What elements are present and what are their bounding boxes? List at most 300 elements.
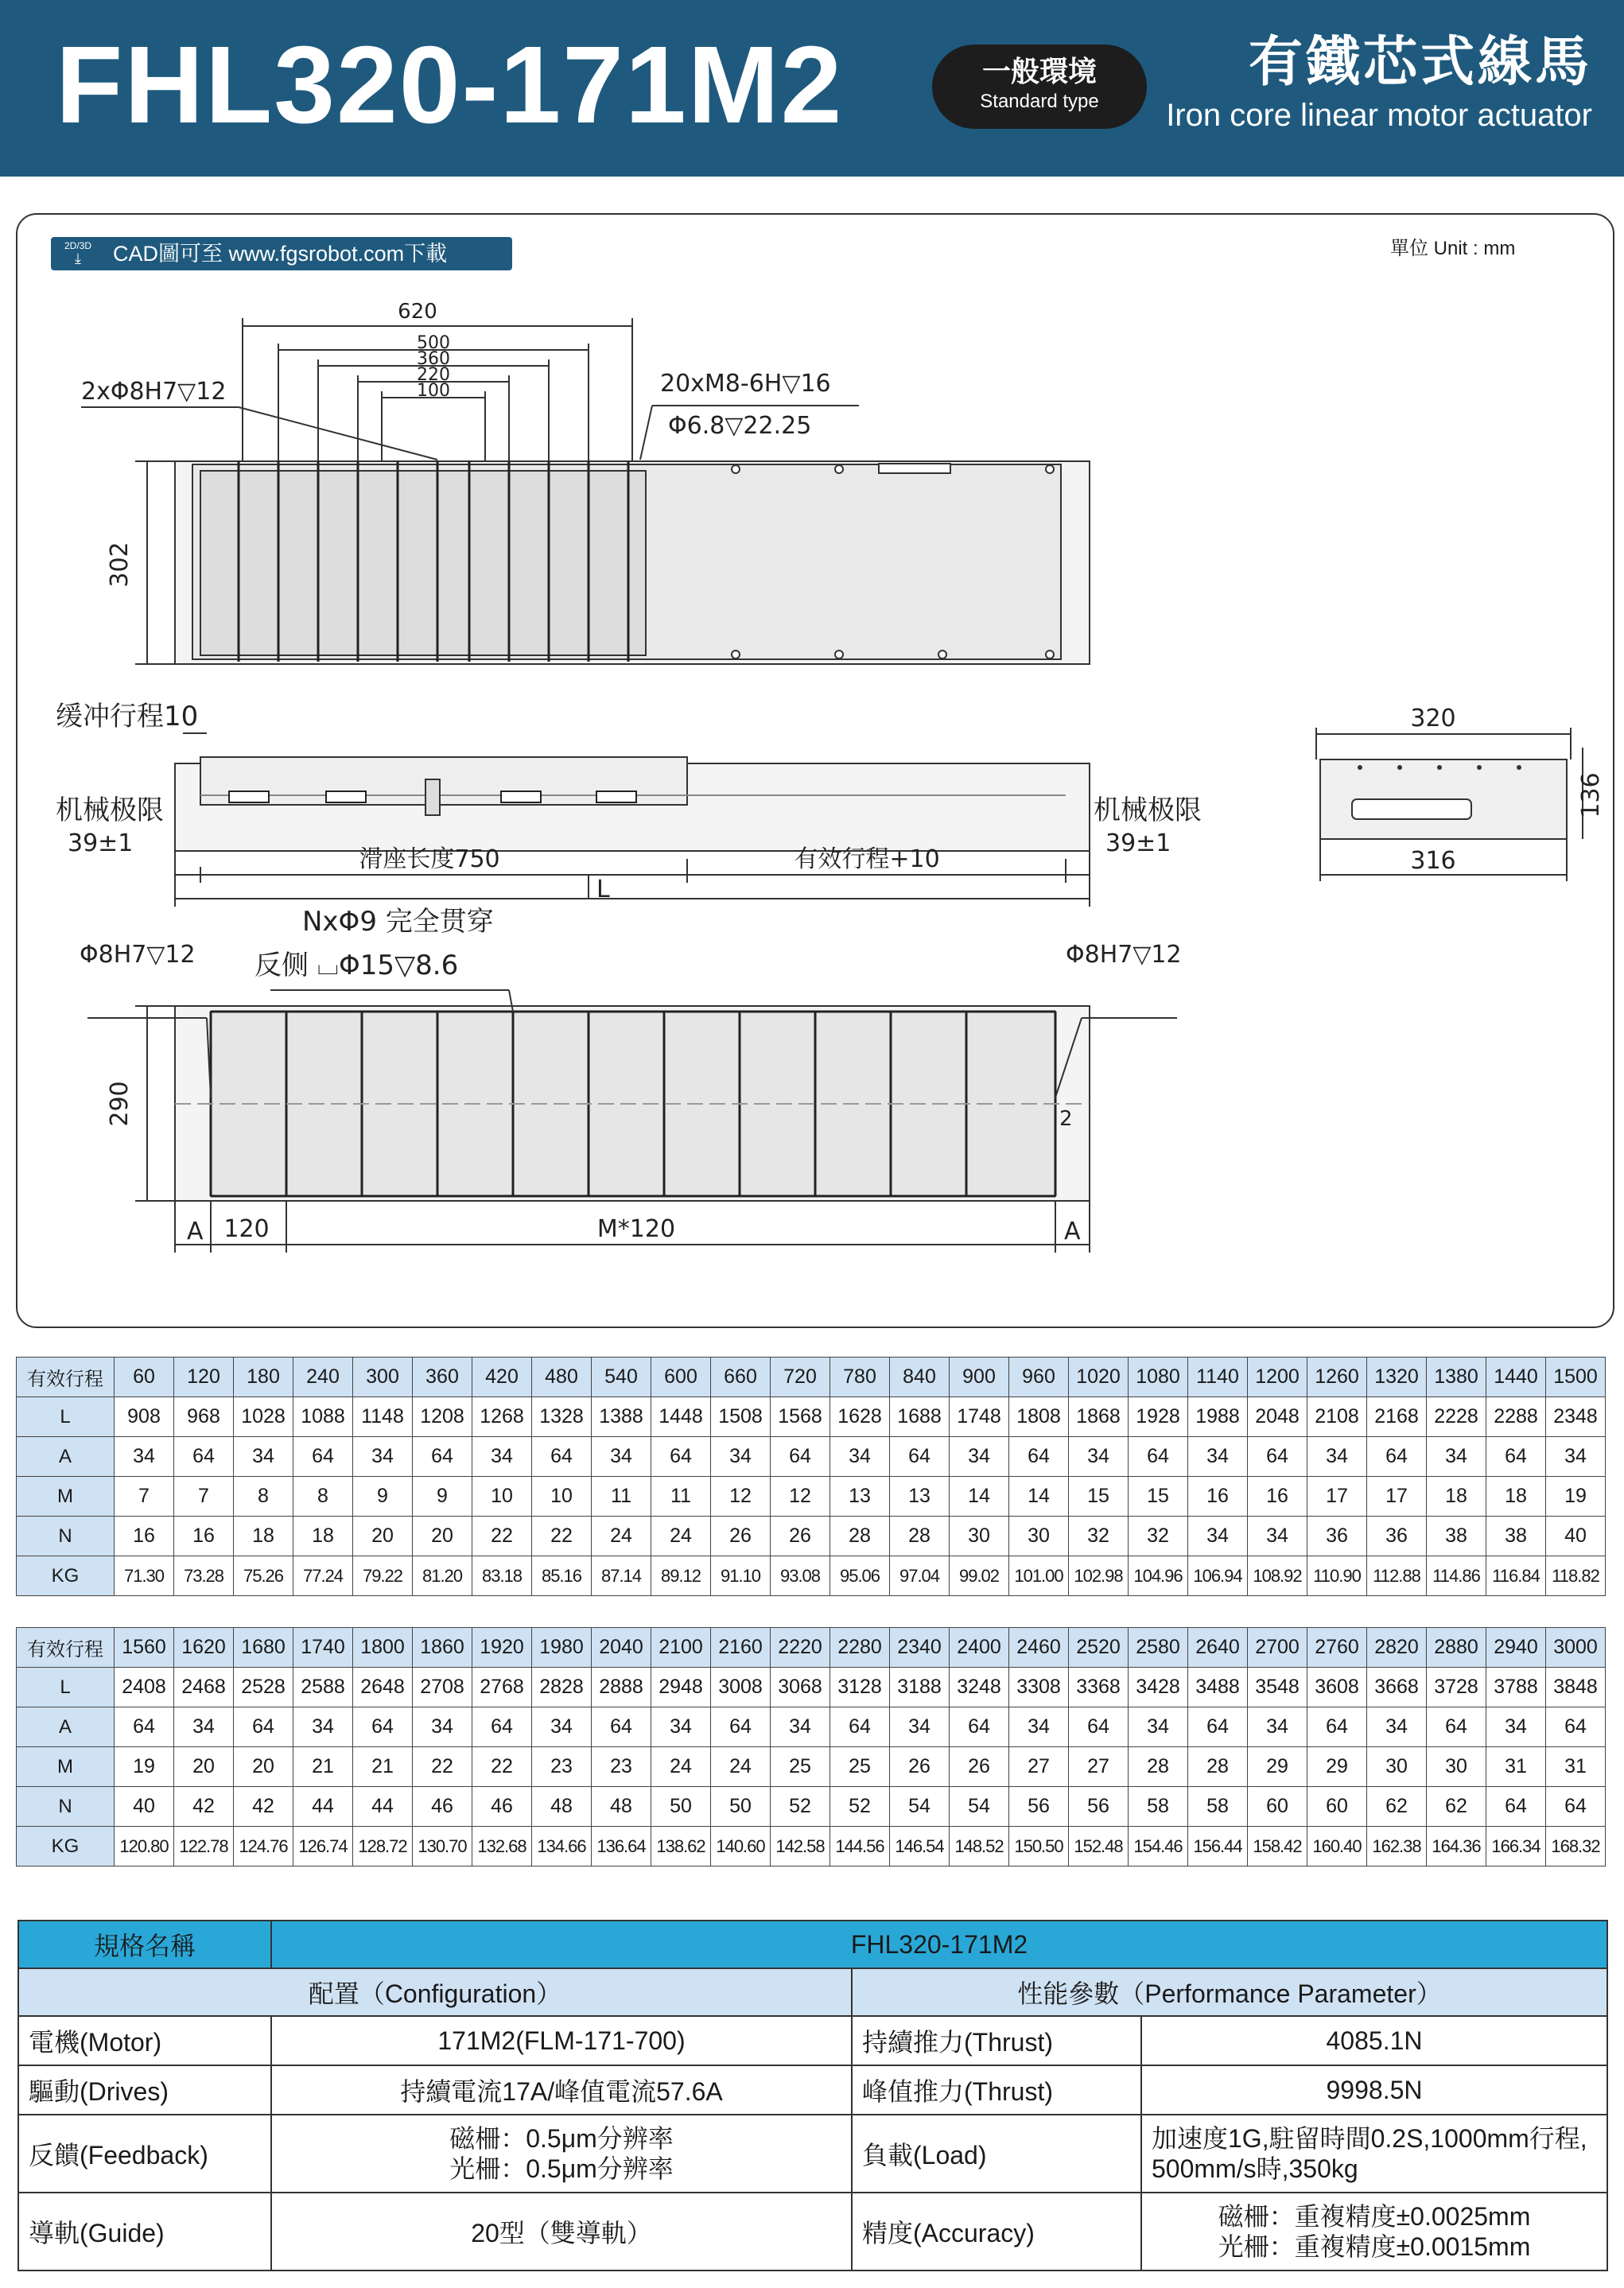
table-cell: 32 (1069, 1517, 1129, 1556)
edge-a-left: A (187, 1218, 204, 1245)
table-cell: 2228 (1427, 1397, 1486, 1437)
product-title-zh: 有鐵芯式線馬 (1248, 32, 1592, 92)
table-cell: 17 (1307, 1477, 1367, 1517)
table-cell: 1800 (353, 1628, 413, 1668)
table-cell: 25 (771, 1747, 830, 1787)
table-cell: 40 (1546, 1517, 1606, 1556)
accuracy-value-1: 磁柵：重複精度±0.0025mm (1218, 2202, 1531, 2231)
table-cell: 58 (1129, 1787, 1188, 1827)
table-cell: 3308 (1009, 1668, 1069, 1707)
table-cell: 64 (1486, 1787, 1546, 1827)
hole-left-label: Φ8H7▽12 (80, 941, 196, 969)
table-cell: 162.38 (1367, 1827, 1427, 1867)
table-cell: 34 (592, 1437, 651, 1477)
table-cell: 30 (1427, 1747, 1486, 1787)
table-cell: 73.28 (174, 1556, 234, 1596)
table-cell: 27 (1009, 1747, 1069, 1787)
table-cell: 1680 (234, 1628, 293, 1668)
table-cell: 540 (592, 1358, 651, 1397)
table-cell: 2820 (1367, 1628, 1427, 1668)
table-cell: 3668 (1367, 1668, 1427, 1707)
table-cell: 34 (532, 1707, 592, 1747)
table-cell: 2460 (1009, 1628, 1069, 1668)
table-cell: 20 (234, 1747, 293, 1787)
feedback-label: 反饋(Feedback) (18, 2115, 271, 2193)
table-cell: 34 (1307, 1437, 1367, 1477)
table-cell: 26 (711, 1517, 771, 1556)
limit-left-label: 机械极限 (56, 794, 164, 826)
table-cell: 3728 (1427, 1668, 1486, 1707)
table-cell: 18 (234, 1517, 293, 1556)
table-cell: 25 (830, 1747, 890, 1787)
spec-table (17, 1920, 1608, 2271)
table-cell: 3000 (1546, 1628, 1606, 1668)
table-cell: 34 (1546, 1437, 1606, 1477)
table-cell: 102.98 (1069, 1556, 1129, 1596)
table-cell: 48 (532, 1787, 592, 1827)
slide-length-label: 滑座长度750 (359, 845, 500, 873)
table-cell: 28 (1188, 1747, 1248, 1787)
table-cell: 114.86 (1427, 1556, 1486, 1596)
table-cell: 154.46 (1129, 1827, 1188, 1867)
table-cell: 23 (532, 1747, 592, 1787)
table-cell: 34 (472, 1437, 532, 1477)
table-cell: 42 (174, 1787, 234, 1827)
load-value-2: 500mm/s時,350kg (1152, 2154, 1358, 2183)
table-cell: 22 (532, 1517, 592, 1556)
table-cell: 134.66 (532, 1827, 592, 1867)
table-cell: 104.96 (1129, 1556, 1188, 1596)
perf-header: 性能參數（Performance Parameter） (852, 1968, 1607, 2016)
pattern-m120: M*120 (596, 1215, 676, 1243)
drives-label: 驅動(Drives) (18, 2065, 271, 2115)
table-cell: 16 (174, 1517, 234, 1556)
table-cell: 52 (830, 1787, 890, 1827)
table-cell: 1020 (1069, 1358, 1129, 1397)
table-cell: 29 (1307, 1747, 1367, 1787)
table-cell: 10 (532, 1477, 592, 1517)
table-cell: 52 (771, 1787, 830, 1827)
table-cell: 20 (174, 1747, 234, 1787)
table-cell: 50 (651, 1787, 711, 1827)
table-cell: 13 (830, 1477, 890, 1517)
table-cell: 2340 (890, 1628, 950, 1668)
table-cell: 120.80 (115, 1827, 174, 1867)
table-cell: 2768 (472, 1668, 532, 1707)
table-cell: 26 (890, 1747, 950, 1787)
table-cell: 34 (1427, 1437, 1486, 1477)
table-cell: 23 (592, 1747, 651, 1787)
table-cell: 11 (651, 1477, 711, 1517)
table-cell: 42 (234, 1787, 293, 1827)
table-cell: 38 (1486, 1517, 1546, 1556)
table-cell: 1740 (293, 1628, 353, 1668)
table-cell: 31 (1486, 1747, 1546, 1787)
through-hole-label: NxΦ9 完全贯穿 (302, 906, 494, 938)
feedback-value-1: 磁柵：0.5μm分辨率 (449, 2124, 674, 2153)
table-cell: 34 (1367, 1707, 1427, 1747)
table-cell: 2948 (651, 1668, 711, 1707)
table-cell: 28 (1129, 1747, 1188, 1787)
table-cell: 164.36 (1427, 1827, 1486, 1867)
table-cell: 1148 (353, 1397, 413, 1437)
table-cell: 21 (353, 1747, 413, 1787)
table-cell: 2648 (353, 1668, 413, 1707)
table-cell: 16 (115, 1517, 174, 1556)
table-row (17, 1707, 1606, 1747)
table-cell: 128.72 (353, 1827, 413, 1867)
cad-download-link[interactable] (51, 237, 512, 270)
table-cell: 1508 (711, 1397, 771, 1437)
table-cell: 908 (115, 1397, 174, 1437)
load-value (1141, 2115, 1607, 2193)
dim-220: 220 (417, 365, 450, 385)
table-row (17, 1358, 1606, 1397)
table-cell: 7 (115, 1477, 174, 1517)
height-302: 302 (106, 542, 134, 588)
table-cell: 8 (234, 1477, 293, 1517)
load-value-1: 加速度1G,駐留時間0.2S,1000mm行程, (1152, 2124, 1587, 2153)
table-cell: 28 (890, 1517, 950, 1556)
table-cell: 34 (1248, 1517, 1307, 1556)
table-cell: 124.76 (234, 1827, 293, 1867)
limit-right-value: 39±1 (1105, 829, 1171, 857)
table-cell: 2580 (1129, 1628, 1188, 1668)
table-cell: 11 (592, 1477, 651, 1517)
row-label: N (17, 1517, 115, 1556)
config-header: 配置（Configuration） (18, 1968, 852, 2016)
table-cell: 22 (472, 1747, 532, 1787)
row-label: L (17, 1397, 115, 1437)
table-cell: 138.62 (651, 1827, 711, 1867)
table-cell: 180 (234, 1358, 293, 1397)
table-cell: 1620 (174, 1628, 234, 1668)
table-cell: 18 (1486, 1477, 1546, 1517)
table-cell: 144.56 (830, 1827, 890, 1867)
edge-a-right: A (1064, 1218, 1081, 1245)
table-cell: 64 (592, 1707, 651, 1747)
table-cell: 116.84 (1486, 1556, 1546, 1596)
table-cell: 1568 (771, 1397, 830, 1437)
accuracy-label: 精度(Accuracy) (852, 2193, 1141, 2271)
table-row (17, 1628, 1606, 1668)
table-cell: 79.22 (353, 1556, 413, 1596)
table-cell: 2828 (532, 1668, 592, 1707)
table-cell: 1088 (293, 1397, 353, 1437)
row-label: KG (17, 1556, 115, 1596)
table-cell: 34 (1188, 1517, 1248, 1556)
table-cell: 85.16 (532, 1556, 592, 1596)
table-row (17, 1556, 1606, 1596)
table-cell: 112.88 (1367, 1556, 1427, 1596)
table-cell: 34 (1188, 1437, 1248, 1477)
cad-download-text: CAD圖可至 www.fgsrobot.com下載 (113, 242, 448, 266)
table-row (17, 1668, 1606, 1707)
table-cell: 2400 (950, 1628, 1009, 1668)
table-cell: 106.94 (1188, 1556, 1248, 1596)
row-label: M (17, 1477, 115, 1517)
table-cell: 2940 (1486, 1628, 1546, 1668)
table-cell: 64 (234, 1707, 293, 1747)
table-cell: 9 (353, 1477, 413, 1517)
table-cell: 24 (651, 1517, 711, 1556)
table-cell: 44 (353, 1787, 413, 1827)
table-cell: 2708 (413, 1668, 472, 1707)
product-title (1166, 30, 1592, 137)
table-cell: 166.34 (1486, 1827, 1546, 1867)
table-cell: 126.74 (293, 1827, 353, 1867)
table-cell: 1140 (1188, 1358, 1248, 1397)
table-cell: 44 (293, 1787, 353, 1827)
table-cell: 46 (413, 1787, 472, 1827)
table-cell: 1860 (413, 1628, 472, 1668)
table-cell: 108.92 (1248, 1556, 1307, 1596)
table-cell: 64 (890, 1437, 950, 1477)
table-cell: 64 (950, 1707, 1009, 1747)
dimension-table-1 (16, 1357, 1606, 1596)
table-cell: 2220 (771, 1628, 830, 1668)
table-cell: 1200 (1248, 1358, 1307, 1397)
table-cell: 99.02 (950, 1556, 1009, 1596)
table-cell: 31 (1546, 1747, 1606, 1787)
table-cell: 64 (115, 1707, 174, 1747)
stroke-label: 有效行程+10 (794, 845, 940, 873)
table-cell: 29 (1248, 1747, 1307, 1787)
table-cell: 3368 (1069, 1668, 1129, 1707)
table-cell: 7 (174, 1477, 234, 1517)
table-cell: 132.68 (472, 1827, 532, 1867)
end-width-320: 320 (1410, 705, 1456, 732)
table-cell: 34 (174, 1707, 234, 1747)
table-cell: 12 (711, 1477, 771, 1517)
table-cell: 720 (771, 1358, 830, 1397)
table-cell: 3788 (1486, 1668, 1546, 1707)
table-cell: 15 (1129, 1477, 1188, 1517)
accuracy-value-2: 光柵：重複精度±0.0015mm (1218, 2232, 1531, 2261)
thread-label-2: Φ6.8▽22.25 (668, 412, 812, 440)
table-cell: 2160 (711, 1628, 771, 1668)
load-label: 負載(Load) (852, 2115, 1141, 2193)
hole-right-label: Φ8H7▽12 (1066, 941, 1182, 969)
guide-value: 20型（雙導軌） (271, 2193, 852, 2271)
end-width-316: 316 (1410, 847, 1456, 875)
table-cell: 900 (950, 1358, 1009, 1397)
table-cell: 93.08 (771, 1556, 830, 1596)
table-cell: 64 (651, 1437, 711, 1477)
table-cell: 34 (115, 1437, 174, 1477)
table-cell: 24 (651, 1747, 711, 1787)
table-cell: 1988 (1188, 1397, 1248, 1437)
table-cell: 3608 (1307, 1668, 1367, 1707)
table-cell: 15 (1069, 1477, 1129, 1517)
spec-name-value: FHL320-171M2 (271, 1921, 1607, 1968)
motor-label: 電機(Motor) (18, 2016, 271, 2065)
download-icon-label: 2D/3D (64, 240, 91, 251)
table-cell: 420 (472, 1358, 532, 1397)
table-cell: 26 (771, 1517, 830, 1556)
table-cell: 36 (1307, 1517, 1367, 1556)
table-cell: 152.48 (1069, 1827, 1129, 1867)
table-cell: 160.40 (1307, 1827, 1367, 1867)
table-cell: 64 (1546, 1787, 1606, 1827)
table-cell: 97.04 (890, 1556, 950, 1596)
table-cell: 3068 (771, 1668, 830, 1707)
height-290: 290 (106, 1081, 134, 1127)
table-cell: 2168 (1367, 1397, 1427, 1437)
table-cell: 60 (115, 1358, 174, 1397)
table-cell: 1080 (1129, 1358, 1188, 1397)
table-cell: 2588 (293, 1668, 353, 1707)
table-cell: 36 (1367, 1517, 1427, 1556)
peak-thrust-value: 9998.5N (1141, 2065, 1607, 2115)
table-cell: 1208 (413, 1397, 472, 1437)
table-cell: 19 (1546, 1477, 1606, 1517)
table-cell: 28 (830, 1517, 890, 1556)
table-cell: 360 (413, 1358, 472, 1397)
table-cell: 120 (174, 1358, 234, 1397)
thrust-label: 持續推力(Thrust) (852, 2016, 1141, 2065)
row-label: N (17, 1787, 115, 1827)
row-label: A (17, 1707, 115, 1747)
table-cell: 64 (1307, 1707, 1367, 1747)
table-cell: 240 (293, 1358, 353, 1397)
spec-name-label: 規格名稱 (18, 1921, 271, 1968)
table-cell: 2888 (592, 1668, 651, 1707)
table-cell: 34 (771, 1707, 830, 1747)
table-cell: 2760 (1307, 1628, 1367, 1668)
table-cell: 1268 (472, 1397, 532, 1437)
table-cell: 2288 (1486, 1397, 1546, 1437)
table-cell: 2468 (174, 1668, 234, 1707)
table-row (17, 1747, 1606, 1787)
table-cell: 19 (115, 1747, 174, 1787)
table-cell: 64 (711, 1707, 771, 1747)
dim-500: 500 (417, 333, 450, 353)
table-cell: 64 (293, 1437, 353, 1477)
dim-360: 360 (417, 349, 450, 369)
table-cell: 1320 (1367, 1358, 1427, 1397)
accuracy-value (1141, 2193, 1607, 2271)
table-row (17, 1787, 1606, 1827)
table-cell: 34 (1129, 1707, 1188, 1747)
table-cell: 2520 (1069, 1628, 1129, 1668)
type-badge-en: Standard type (980, 91, 1099, 112)
offset-2: 2 (1059, 1107, 1073, 1131)
table-cell: 1920 (472, 1628, 532, 1668)
table-cell: 81.20 (413, 1556, 472, 1596)
table-cell: 16 (1188, 1477, 1248, 1517)
table-cell: 34 (234, 1437, 293, 1477)
hole-label-top: 2xΦ8H7▽12 (81, 378, 227, 406)
motor-value: 171M2(FLM-171-700) (271, 2016, 852, 2065)
table-cell: 1260 (1307, 1358, 1367, 1397)
table-cell: 34 (1248, 1707, 1307, 1747)
table-cell: 38 (1427, 1517, 1486, 1556)
buffer-label: 缓冲行程10 (56, 701, 199, 732)
table-cell: 34 (890, 1707, 950, 1747)
row-label: KG (17, 1827, 115, 1867)
dimension-table-2 (16, 1627, 1606, 1867)
table-cell: 64 (771, 1437, 830, 1477)
product-title-en: Iron core linear motor actuator (1166, 98, 1592, 133)
table-cell: 34 (651, 1707, 711, 1747)
table-cell: 1560 (115, 1628, 174, 1668)
table-cell: 3428 (1129, 1668, 1188, 1707)
table-cell: 24 (711, 1747, 771, 1787)
table-cell: 20 (353, 1517, 413, 1556)
table-cell: 62 (1427, 1787, 1486, 1827)
table-cell: 780 (830, 1358, 890, 1397)
table-cell: 2348 (1546, 1397, 1606, 1437)
table-cell: 27 (1069, 1747, 1129, 1787)
table-cell: 1928 (1129, 1397, 1188, 1437)
table-cell: 64 (1188, 1707, 1248, 1747)
table-cell: 2408 (115, 1668, 174, 1707)
table-cell: 21 (293, 1747, 353, 1787)
table-cell: 2040 (592, 1628, 651, 1668)
table-cell: 2100 (651, 1628, 711, 1668)
table-cell: 146.54 (890, 1827, 950, 1867)
table-cell: 71.30 (115, 1556, 174, 1596)
row-label: A (17, 1437, 115, 1477)
table-cell: 64 (1546, 1707, 1606, 1747)
table-cell: 64 (1129, 1437, 1188, 1477)
table-cell: 50 (711, 1787, 771, 1827)
guide-label: 導軌(Guide) (18, 2193, 271, 2271)
type-badge-zh: 一般環境 (981, 55, 1097, 87)
table-cell: 91.10 (711, 1556, 771, 1596)
counterbore-label: 反侧 ⌴Φ15▽8.6 (254, 950, 459, 981)
table-cell: 34 (1486, 1707, 1546, 1747)
table-cell: 32 (1129, 1517, 1188, 1556)
table-cell: 40 (115, 1787, 174, 1827)
table-cell: 168.32 (1546, 1827, 1606, 1867)
table-cell: 18 (1427, 1477, 1486, 1517)
pitch-120: 120 (223, 1215, 270, 1243)
table-cell: 2280 (830, 1628, 890, 1668)
table-cell: 1748 (950, 1397, 1009, 1437)
table-row (17, 1477, 1606, 1517)
type-badge (932, 45, 1147, 129)
table-cell: 34 (1009, 1707, 1069, 1747)
table-cell: 156.44 (1188, 1827, 1248, 1867)
table-cell: 77.24 (293, 1556, 353, 1596)
table-cell: 1868 (1069, 1397, 1129, 1437)
table-cell: 2880 (1427, 1628, 1486, 1668)
table-cell: 95.06 (830, 1556, 890, 1596)
header-banner (0, 0, 1624, 177)
table-cell: 660 (711, 1358, 771, 1397)
download-icon: 2D/3D ⤓ (62, 240, 94, 267)
total-length-label: L (596, 876, 610, 903)
thread-label-1: 20xM8-6H▽16 (660, 370, 831, 398)
dim-100: 100 (417, 381, 450, 401)
table-row (17, 1827, 1606, 1867)
table-cell: 130.70 (413, 1827, 472, 1867)
table-cell: 64 (532, 1437, 592, 1477)
table-cell: 3008 (711, 1668, 771, 1707)
table-cell: 46 (472, 1787, 532, 1827)
end-height-136: 136 (1577, 772, 1605, 818)
table-cell: 1980 (532, 1628, 592, 1668)
table-cell: 64 (413, 1437, 472, 1477)
table-cell: 20 (413, 1517, 472, 1556)
table-cell: 64 (1009, 1437, 1069, 1477)
table-cell: 110.90 (1307, 1556, 1367, 1596)
drives-value: 持續電流17A/峰值電流57.6A (271, 2065, 852, 2115)
top-view-slider (200, 471, 646, 655)
unit-label: 單位 Unit : mm (1390, 238, 1516, 259)
